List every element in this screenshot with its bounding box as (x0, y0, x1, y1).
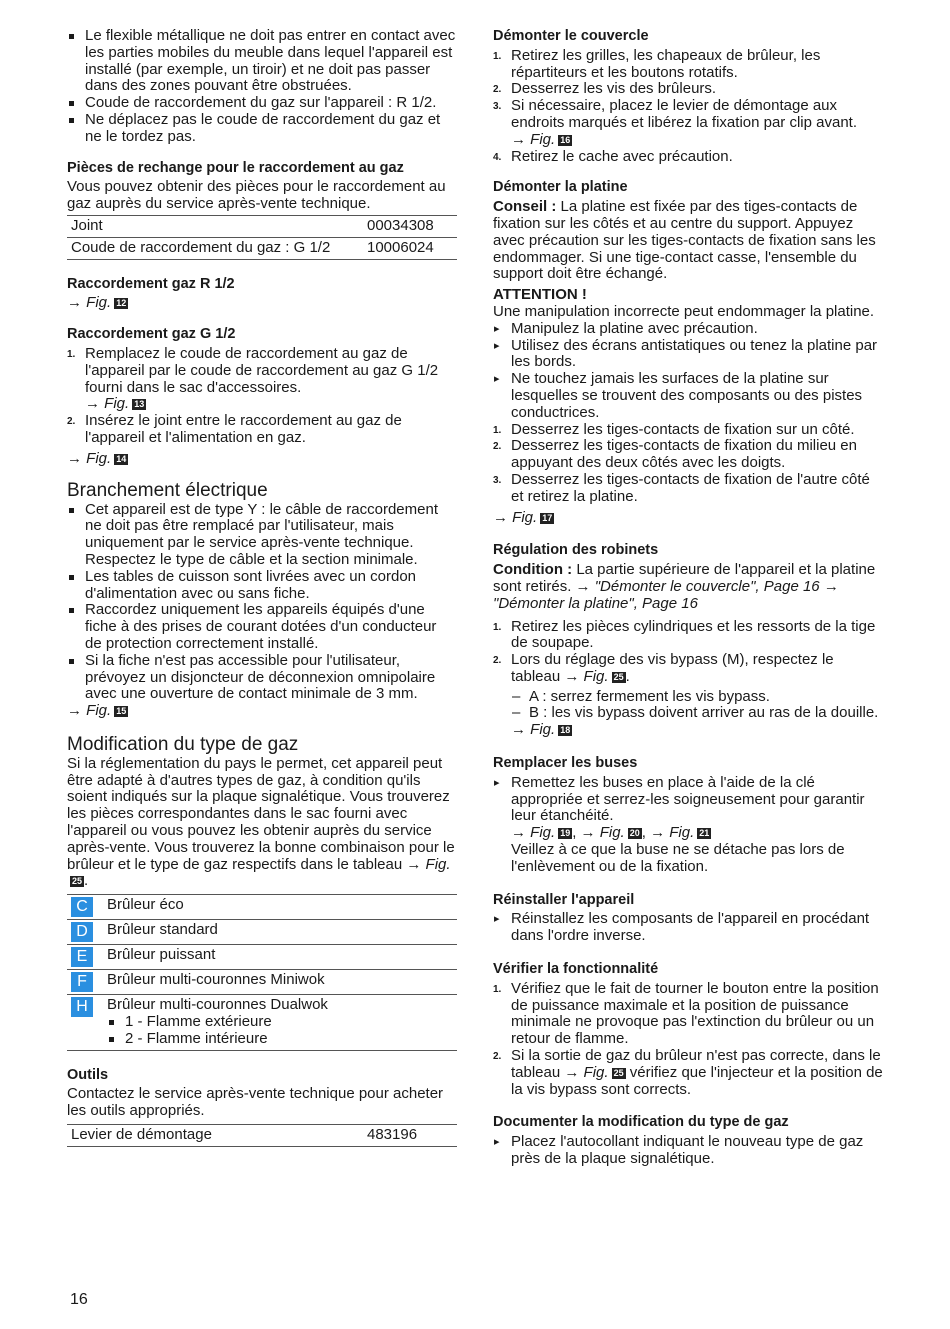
left-column (67, 28, 457, 1147)
document-heading: Documenter la modification du type de gaz (493, 1114, 789, 1131)
list-item: – B : les vis bypass doivent arriver au ras de la douille. (511, 705, 885, 722)
figure-ref (67, 451, 457, 468)
spare-parts-text: Vous pouvez obtenir des pièces pour le raccordement au gaz auprès du service après-vente technique. (67, 178, 446, 213)
list-item (493, 149, 885, 166)
tools-heading: Outils (67, 1066, 109, 1083)
part-name: Coude de raccordement du gaz : G 1/2 (67, 237, 363, 259)
valve-condition (493, 562, 885, 612)
document-list (493, 1134, 885, 1168)
tool-name: Levier de démontage (67, 1125, 363, 1147)
spare-parts-heading: Pièces de rechange pour le raccordement au gaz (67, 159, 404, 176)
r12-heading: Raccordement gaz R 1/2 (67, 275, 235, 292)
figure-number-badge: 21 (699, 828, 710, 839)
fig-label: → Fig. (511, 130, 556, 148)
fig-label: → Fig. (67, 294, 112, 312)
list-item: Cet appareil est de type Y : le câble de raccordement ne doit pas être remplacé par l'utilisateur, mais uniquement par le service après-vente technique. Respectez le type de câble et la section minimale. (67, 502, 457, 569)
step-text: Si la sortie de gaz du brûleur n'est pas correcte, dans le tableau (511, 1047, 881, 1081)
electrical-bullets (67, 502, 457, 704)
list-item: ▸ Manipulez la platine avec précaution. (493, 321, 885, 338)
list-item (493, 619, 885, 653)
burner-label: Brûleur éco (107, 895, 457, 920)
burner-label: Brûleur multi-couronnes Dualwok (107, 996, 328, 1014)
step-text: Remplacez le coude de raccordement au gaz de l'appareil par le coude de raccordement au gaz G 1/2 fourni dans le sac d'accessoires. (85, 344, 439, 396)
figure-number-badge: 18 (560, 725, 571, 736)
burner-cell (107, 995, 457, 1050)
figure-number-badge: 25 (72, 876, 83, 887)
table-row (67, 920, 457, 945)
table-row (67, 1125, 457, 1147)
table-row (67, 215, 457, 237)
gas-type-body: Si la réglementation du pays le permet, cet appareil peut être adapté à d'autres types de gaz, à condition qu'ils soient indiqués sur la plaque signalétique. Vous trouverez les pièces correspondantes dans le sac fourni avec l'appareil ou vous pouvez les obtenir auprès du service après-vente. Vous trouverez la bonne combinaison pour le brûleur et le type de gaz respectifs dans le tableau (67, 754, 455, 873)
fig-label: → Fig. (650, 824, 695, 842)
nozzle-note: Veillez à ce que la buse ne se détache pas lors de l'enlèvement ou de la fixation. (511, 841, 845, 875)
reinstall-list (493, 911, 885, 945)
list-item: Raccordez uniquement les appareils équipés d'une fiche à des prises de courant dotées d'un conducteur de protection correctement installé. (67, 602, 457, 652)
table-row (67, 945, 457, 970)
list-item (493, 48, 885, 82)
figure-number-badge: 20 (629, 828, 640, 839)
nozzle-list (493, 775, 885, 876)
burner-label: Brûleur puissant (107, 945, 457, 970)
table-row (67, 237, 457, 259)
gas-type-heading: Modification du type de gaz (67, 733, 299, 755)
list-item: Si la fiche n'est pas accessible pour l'utilisateur, prévoyez un disjoncteur de déconnexion omnipolaire avec une ouverture de contact minimale de 3 mm. (67, 653, 457, 703)
step-number: 2. (67, 416, 76, 428)
table-row (67, 970, 457, 995)
step-text: Desserrez les tiges-contacts de fixation du milieu en appuyant des deux côtés avec les doigts. (511, 437, 857, 472)
step-number: 1. (493, 424, 502, 436)
plate-tip (493, 199, 885, 283)
spare-parts-table (67, 215, 457, 260)
burner-letter: H (71, 997, 93, 1017)
fig-label: → Fig. (67, 449, 112, 467)
step-text: Retirez les grilles, les chapeaux de brûleur, les répartiteurs et les boutons rotatifs. (511, 46, 821, 81)
figure-number-badge: 17 (542, 512, 553, 523)
step-text: vérifiez que l'injecteur et la position de la vis bypass sont corrects. (511, 1063, 883, 1098)
valve-steps (493, 619, 885, 740)
figure-ref (67, 703, 457, 720)
g12-steps (67, 346, 457, 447)
attention-label: ATTENTION ! (493, 286, 587, 304)
list-item (493, 438, 885, 472)
burner-letter: D (71, 922, 93, 942)
step-text: Desserrez les tiges-contacts de fixation sur un côté. (511, 420, 855, 438)
step-text: Desserrez les vis des brûleurs. (511, 80, 717, 98)
valve-heading: Régulation des robinets (493, 542, 659, 559)
step-number: 2. (493, 441, 502, 453)
tool-code: 483196 (363, 1125, 457, 1147)
tools-table (67, 1124, 457, 1147)
figure-number-badge: 25 (613, 671, 624, 682)
condition-label: Condition : (493, 561, 573, 579)
table-row (67, 895, 457, 920)
step-text: Desserrez les tiges-contacts de fixation de l'autre côté et retirez la platine. (511, 470, 870, 505)
figure-number-badge: 15 (116, 706, 127, 717)
figure-ref (493, 510, 885, 527)
list-item (493, 1048, 885, 1098)
fig-label: → Fig. (85, 395, 130, 413)
tip-label: Conseil : (493, 198, 557, 216)
step-text: Si nécessaire, placez le levier de démontage aux endroits marqués et libérez la fixation par clip avant. (511, 97, 858, 131)
list-item: ▸ Utilisez des écrans antistatiques ou tenez la platine par les bords. (493, 338, 885, 372)
part-code: 00034308 (363, 215, 457, 237)
cover-heading: Démonter le couvercle (493, 28, 649, 44)
step-text: Retirez le cache avec précaution. (511, 147, 733, 165)
right-column (493, 28, 885, 1168)
fig-label: → Fig. (580, 824, 625, 842)
step-number: 1. (493, 621, 502, 633)
burner-label: Brûleur standard (107, 920, 457, 945)
step-number: 2. (493, 1051, 502, 1063)
list-item: ▸ Réinstallez les composants de l'appareil en procédant dans l'ordre inverse. (493, 911, 885, 945)
list-item: ▸ Placez l'autocollant indiquant le nouveau type de gaz près de la plaque signalétique. (493, 1134, 885, 1168)
plate-heading: Démonter la platine (493, 179, 628, 196)
step-number: 1. (67, 348, 76, 360)
fig-label: → Fig. (511, 824, 556, 842)
page-number: 16 (70, 1291, 88, 1308)
table-row (67, 995, 457, 1050)
gas-type-text: Si la réglementation du pays le permet, cet appareil peut être adapté à d'autres types de gaz, à condition qu'ils soient indiqués sur la plaque signalétique. Vous trouverez les pièces correspondantes dans le sac fourni avec l'appareil ou vous pouvez les obtenir auprès du service après-vente. Vous trouverez la bonne combinaison pour le brûleur et le type de gaz respectifs dans le tableau → Fig.25 . (67, 754, 455, 890)
figure-number-badge: 16 (560, 134, 571, 145)
step-number: 2. (493, 655, 502, 667)
nozzle-text: Remettez les buses en place à l'aide de la clé appropriée et serrez-les soigneusement pour garantir leur étanchéité. (511, 773, 865, 825)
electrical-heading: Branchement électrique (67, 479, 268, 501)
burner-label: Brûleur multi-couronnes Miniwok (107, 970, 457, 995)
step-number: 1. (493, 50, 502, 62)
step-text: Vérifiez que le fait de tourner le bouton entre la position de puissance maximale et la position de puissance minimale ne provoque pas l'extinction du brûleur ou un retour de flamme. (511, 979, 879, 1048)
fig-label: → Fig. (67, 702, 112, 720)
reinstall-heading: Réinstaller l'appareil (493, 891, 635, 908)
step-number: 3. (493, 101, 502, 113)
figure-number-badge: 25 (613, 1067, 624, 1078)
burner-letter: E (71, 947, 93, 967)
check-steps (493, 981, 885, 1099)
list-item (67, 346, 457, 413)
attention-text: Une manipulation incorrecte peut endommager la platine. (493, 302, 875, 320)
plate-steps (493, 422, 885, 506)
burner-letter: C (71, 897, 93, 917)
list-item (67, 413, 457, 447)
fig-label: → Fig. (564, 667, 609, 685)
g12-heading: Raccordement gaz G 1/2 (67, 326, 236, 343)
nozzle-heading: Remplacer les buses (493, 755, 638, 772)
list-item (493, 98, 885, 148)
fig-label: → Fig. (406, 855, 451, 873)
step-text: Insérez le joint entre le raccordement au gaz de l'appareil et l'alimentation en gaz. (85, 412, 402, 446)
figure-number-badge: 13 (134, 399, 145, 410)
figure-number-badge: 19 (560, 828, 571, 839)
list-item: ▸ Ne touchez jamais les surfaces de la platine sur lesquelles se trouvent des composants ou des pistes conductrices. (493, 371, 885, 421)
fig-label: → Fig. (564, 1063, 609, 1081)
list-item: 1 - Flamme extérieure (107, 1014, 457, 1031)
attention-bullets (493, 321, 885, 422)
step-number: 2. (493, 84, 502, 96)
list-item: 2. Lors du réglage des vis bypass (M), respectez le tableau → Fig. 25 . – A : serrez fermement les vis bypass. – B : les vis bypass doivent arriver au ras de la douille. → Fig. 18 (493, 652, 885, 739)
fig-label: → Fig. (511, 721, 556, 739)
tip-text: La platine est fixée par des tiges-contacts de fixation sur les côtés et au centre du support. Appuyez avec précaution sur les tiges-contacts de fixation sans les endommager. Si une tige-contact casse, l'ensemble du support doit être échangé. (493, 198, 876, 283)
list-item (493, 981, 885, 1048)
list-item (493, 422, 885, 439)
cover-steps (493, 48, 885, 166)
tools-text: Contactez le service après-vente technique pour acheter les outils appropriés. (67, 1085, 444, 1120)
condition-link[interactable]: → "Démonter le couvercle", Page 16 → "Démonter la platine", Page 16 (493, 577, 839, 612)
burner-table (67, 894, 457, 1050)
part-name: Joint (67, 215, 363, 237)
list-item: Coude de raccordement du gaz sur l'appareil : R 1/2. (67, 95, 457, 112)
step-number: 4. (493, 151, 502, 163)
list-item: 2 - Flamme intérieure (107, 1031, 457, 1048)
figure-number-badge: 12 (116, 298, 127, 309)
intro-bullets (67, 28, 457, 146)
bypass-options (511, 689, 885, 723)
list-item (493, 472, 885, 506)
step-text: Lors du réglage des vis bypass (M), respectez le tableau (511, 651, 834, 685)
fig-label: → Fig. (493, 508, 538, 526)
list-item: Le flexible métallique ne doit pas entrer en contact avec les parties mobiles du meuble dans lequel l'appareil est installé (par exemple, un tiroir) et ne doit pas passer dans des zones pouvant être obstruées. (67, 28, 457, 95)
step-number: 1. (493, 983, 502, 995)
flame-list (107, 1014, 457, 1048)
step-text: Retirez les pièces cylindriques et les ressorts de la tige de soupape. (511, 617, 876, 652)
list-item: Ne déplacez pas le coude de raccordement du gaz et ne le tordez pas. (67, 112, 457, 146)
list-item (493, 81, 885, 98)
list-item: Les tables de cuisson sont livrées avec un cordon d'alimentation avec ou sans fiche. (67, 569, 457, 603)
list-item: ▸ Remettez les buses en place à l'aide de la clé appropriée et serrez-les soigneusement pour garantir leur étanchéité. → Fig. 19 , → Fig. 20 , → Fig. 21 Veillez à ce que la buse ne se détache pas lors de l'enlèvement ou de la fixation. (493, 775, 885, 876)
list-item: – A : serrez fermement les vis bypass. (511, 689, 885, 706)
burner-letter: F (71, 972, 93, 992)
step-number: 3. (493, 474, 502, 486)
condition-text: La partie supérieure de l'appareil et la platine sont retirés. (493, 561, 876, 595)
check-heading: Vérifier la fonctionnalité (493, 961, 659, 978)
figure-ref (67, 295, 457, 312)
part-code: 10006024 (363, 237, 457, 259)
figure-number-badge: 14 (116, 453, 127, 464)
